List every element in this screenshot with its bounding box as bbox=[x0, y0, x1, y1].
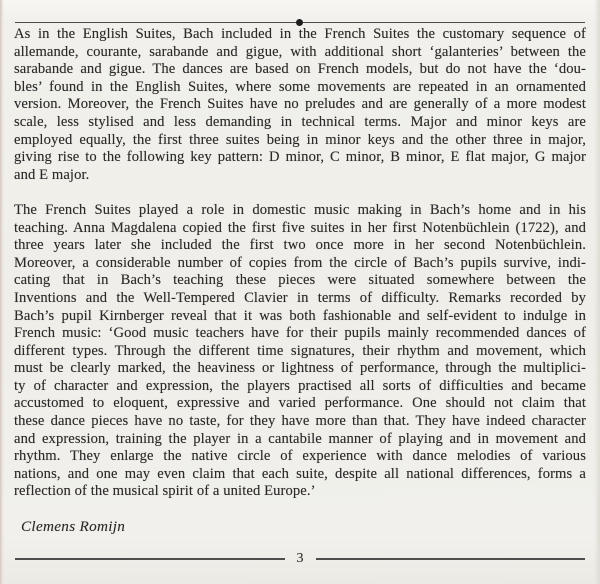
text-line: scale, less stylised and less demanding in technical terms. Major and minor keys are bbox=[14, 113, 586, 130]
text-line: these dance pieces have no taste, for they have more than that. They have indeed character bbox=[14, 413, 586, 430]
text-line: and expression, training the player in a cantabile manner of playing and in movement and bbox=[14, 430, 586, 447]
body-text bbox=[14, 26, 586, 501]
text-line: and E major. bbox=[14, 166, 90, 183]
text-line: must be clearly marked, the heaviness or lightness of performance, through the multiplici- bbox=[14, 360, 586, 377]
text-line: rhythm. They enlarge the native circle of experience with dance melodies of various bbox=[14, 448, 586, 465]
text-line: version. Moreover, the French Suites have no preludes and are generally of a more modest bbox=[14, 96, 586, 113]
divider-dot bbox=[296, 19, 303, 26]
paragraph-domestic-music bbox=[14, 202, 586, 501]
text-line: employed equally, the first three suites being in minor keys and the other three in major, bbox=[14, 131, 586, 148]
text-line: three years later she included the first two once more in her second Notenbüchlein. bbox=[14, 237, 586, 254]
text-line: nations, and one may even claim that each suite, despite all national differences, forms a bbox=[14, 465, 586, 482]
text-line: As in the English Suites, Bach included in the French Suites the customary sequence of bbox=[14, 26, 586, 42]
paragraph-french-suites-structure bbox=[14, 26, 586, 184]
text-line: teaching. Anna Magdalena copied the first five suites in her first Notenbüchlein (1722), and bbox=[14, 219, 586, 236]
page-number: 3 bbox=[296, 551, 304, 566]
text-line: ty of character and expression, the players practised all sorts of difficulties and became bbox=[14, 377, 586, 394]
author-signature: Clemens Romijn bbox=[21, 518, 126, 535]
text-line: bles’ found in the English Suites, where some movements are repeated in an ornamented bbox=[14, 78, 586, 95]
text-line: accustomed to eloquent, expressive and varied performance. One should not claim that bbox=[14, 395, 586, 412]
text-line: different types. Through the different time signatures, their rhythm and movement, which bbox=[14, 342, 586, 359]
scan-edge-right bbox=[594, 0, 600, 584]
text-line: Inventions and the Well-Tempered Clavier in terms of difficulty. Remarks recorded by bbox=[14, 289, 586, 306]
footer-rule-right bbox=[316, 558, 586, 560]
text-line: sarabande and gigue. The dances are based on French models, but do not have the ‘dou- bbox=[14, 61, 586, 78]
text-line: The French Suites played a role in domestic music making in Bach’s home and in his bbox=[14, 201, 586, 218]
text-line: cating that in Bach’s teaching these pieces were situated somewhere between the bbox=[14, 272, 586, 289]
text-line: Moreover, a considerable number of copies from the circle of Bach’s pupils survive, indi- bbox=[14, 254, 586, 271]
top-divider-line bbox=[15, 22, 585, 23]
text-line: allemande, courante, sarabande and gigue, with additional short ‘galanteries’ between the bbox=[14, 43, 586, 60]
text-line: Bach’s pupil Kirnberger reveal that it was both fashionable and self-evident to indulge in bbox=[14, 307, 586, 324]
text-line: French music: ‘Good music teachers have for their pupils mainly recommended dances of bbox=[14, 325, 586, 342]
footer-rule-left bbox=[15, 558, 285, 560]
scan-edge-left bbox=[0, 0, 4, 584]
page-footer bbox=[15, 549, 585, 569]
text-line: reflection of the musical spirit of a united Europe.’ bbox=[14, 483, 316, 500]
text-line: giving rise to the following key pattern: D minor, C minor, B minor, E flat major, G major bbox=[14, 149, 586, 166]
